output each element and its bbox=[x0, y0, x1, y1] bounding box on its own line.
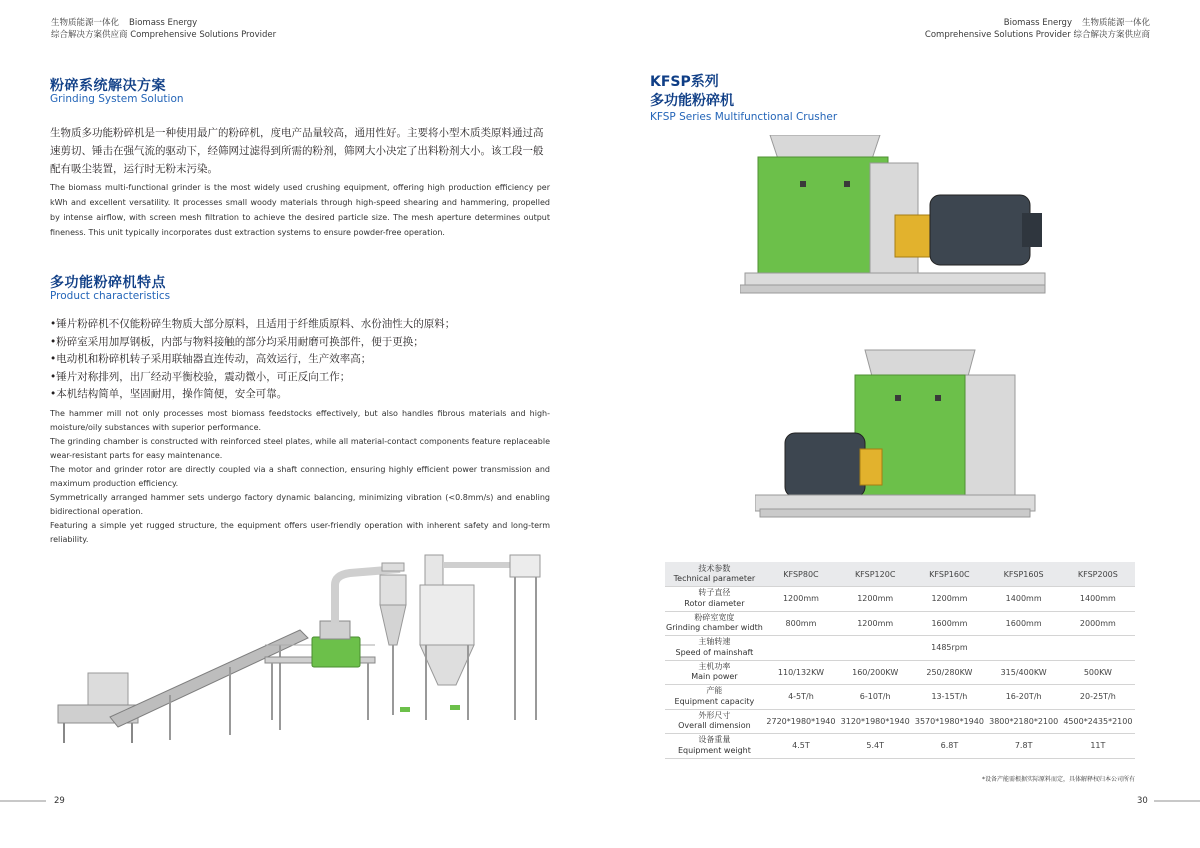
header-right bbox=[925, 17, 1150, 41]
header-right-en2: Comprehensive Solutions Provider bbox=[924, 30, 1071, 40]
header-left bbox=[51, 17, 276, 41]
green-part-icon bbox=[400, 707, 410, 712]
crusher-icon bbox=[312, 621, 360, 667]
footnote: *设备产能需根据实际原料而定，具体解释权归本公司所有 bbox=[981, 776, 1135, 783]
table-row bbox=[665, 636, 1135, 661]
table-cell: 3800*2180*2100 bbox=[987, 709, 1061, 734]
bullet-zh: •本机结构简单，坚固耐用，操作简便，安全可靠。 bbox=[50, 388, 288, 400]
table-cell: 3120*1980*1940 bbox=[838, 709, 912, 734]
table-row bbox=[665, 611, 1135, 636]
product-bullets-en bbox=[50, 407, 550, 547]
dust-collector-icon bbox=[420, 555, 540, 720]
bullet-en: The hammer mill not only processes most biomass feedstocks effectively, but also handles fibrous materials and high-moisture/oily substances with superior performance. bbox=[50, 409, 550, 432]
bullet-en: The grinding chamber is constructed with reinforced steel plates, while all material-contact components feature replaceable wear-resistant parts for easy maintenance. bbox=[50, 437, 550, 460]
page-line-left bbox=[0, 800, 46, 802]
row-label: 产能 Equipment capacity bbox=[665, 685, 764, 710]
crusher-machine-icon bbox=[755, 350, 1035, 517]
table-cell: 1400mm bbox=[987, 587, 1061, 612]
spec-header-row bbox=[665, 562, 1135, 587]
row-label: 外形尺寸 Overall dimension bbox=[665, 709, 764, 734]
table-cell: 315/400KW bbox=[987, 660, 1061, 685]
table-cell: 6-10T/h bbox=[838, 685, 912, 710]
crusher-machine-image-2 bbox=[755, 345, 1045, 535]
grinding-title-en: Grinding System Solution bbox=[50, 93, 184, 105]
table-cell: 2000mm bbox=[1061, 611, 1135, 636]
bullet-en: The motor and grinder rotor are directly coupled via a shaft connection, ensuring highly efficient power transmission and maximum production efficiency. bbox=[50, 465, 550, 488]
header-left-en2: Comprehensive Solutions Provider bbox=[130, 30, 277, 40]
model-cell: KFSP120C bbox=[838, 562, 912, 587]
header-left-zh2: 综合解决方案供应商 bbox=[51, 30, 128, 40]
table-cell: 500KW bbox=[1061, 660, 1135, 685]
model-cell: KFSP160C bbox=[912, 562, 986, 587]
table-cell: 11T bbox=[1061, 734, 1135, 759]
page-number-right: 30 bbox=[1137, 796, 1148, 806]
header-right-en1: Biomass Energy bbox=[1003, 18, 1072, 28]
table-cell: 13-15T/h bbox=[912, 685, 986, 710]
table-cell: 4500*2435*2100 bbox=[1061, 709, 1135, 734]
table-row bbox=[665, 660, 1135, 685]
bullet-en: Featuring a simple yet rugged structure, the equipment offers user-friendly operation with inherent safety and long-term reliability. bbox=[50, 521, 550, 544]
table-cell: 1600mm bbox=[987, 611, 1061, 636]
product-bullets-zh bbox=[50, 316, 550, 404]
page-line-right bbox=[1154, 800, 1200, 802]
table-cell: 3570*1980*1940 bbox=[912, 709, 986, 734]
bullet-zh: •粉碎室采用加厚钢板，内部与物料接触的部分均采用耐磨可换部件，便于更换； bbox=[50, 335, 424, 348]
row-label: 粉碎室宽度 Grinding chamber width bbox=[665, 611, 764, 636]
table-cell: 250/280KW bbox=[912, 660, 986, 685]
product-title-zh: 多功能粉碎机特点 bbox=[50, 275, 166, 291]
row-label: 设备重量 Equipment weight bbox=[665, 734, 764, 759]
model-cell: KFSP200S bbox=[1061, 562, 1135, 587]
bullet-en: Symmetrically arranged hammer sets undergo factory dynamic balancing, minimizing vibration (<0.8mm/s) and enabling bidirectional operation. bbox=[50, 493, 550, 516]
table-cell-merged: 1485rpm bbox=[764, 636, 1135, 661]
grinding-intro-en: The biomass multi-functional grinder is the most widely used crushing equipment, offering high production efficiency per kWh and excellent versatility. It processes small woody materials through high-speed shearing and hammering, propelled by intense airflow, with screen mesh filtration to achieve the desired particle size. The mesh aperture determines output fineness. This unit typically incorporates dust extraction systems to ensure powder-free operation. bbox=[50, 183, 550, 237]
table-cell: 1200mm bbox=[764, 587, 838, 612]
header-left-en1: Biomass Energy bbox=[129, 18, 198, 28]
bullet-zh: •电动机和粉碎机转子采用联轴器直连传动，高效运行，生产效率高； bbox=[50, 353, 372, 365]
table-cell: 1600mm bbox=[912, 611, 986, 636]
table-row bbox=[665, 734, 1135, 759]
row-label: 主机功率 Main power bbox=[665, 660, 764, 685]
page-number-left: 29 bbox=[54, 796, 65, 806]
header-right-zh1: 生物质能源一体化 bbox=[1081, 18, 1150, 28]
table-cell: 1200mm bbox=[838, 611, 912, 636]
kfsp-title-en: KFSP Series Multifunctional Crusher bbox=[650, 111, 838, 123]
table-cell: 1400mm bbox=[1061, 587, 1135, 612]
table-cell: 4-5T/h bbox=[764, 685, 838, 710]
bullet-zh: •锤片粉碎机不仅能粉碎生物质大部分原料，且适用于纤维质原料、水份油性大的原料； bbox=[50, 318, 456, 330]
table-cell: 7.8T bbox=[987, 734, 1061, 759]
model-cell: KFSP160S bbox=[987, 562, 1061, 587]
table-cell: 20-25T/h bbox=[1061, 685, 1135, 710]
conveyor-icon bbox=[110, 630, 308, 740]
model-cell: KFSP80C bbox=[764, 562, 838, 587]
table-cell: 6.8T bbox=[912, 734, 986, 759]
table-cell: 800mm bbox=[764, 611, 838, 636]
table-cell: 4.5T bbox=[764, 734, 838, 759]
header-right-zh2: 综合解决方案供应商 bbox=[1073, 30, 1150, 40]
grinding-title-zh: 粉碎系统解决方案 bbox=[50, 78, 166, 94]
feed-hopper-icon bbox=[58, 673, 138, 743]
kfsp-title-zh1: KFSP系列 bbox=[650, 74, 719, 90]
table-cell: 1200mm bbox=[912, 587, 986, 612]
bullet-zh: •锤片对称排列，出厂经动平衡校验，震动微小，可正反向工作； bbox=[50, 370, 351, 383]
table-cell: 160/200KW bbox=[838, 660, 912, 685]
row-label: 转子直径 Rotor diameter bbox=[665, 587, 764, 612]
table-cell: 16-20T/h bbox=[987, 685, 1061, 710]
table-cell: 2720*1980*1940 bbox=[764, 709, 838, 734]
table-row bbox=[665, 685, 1135, 710]
product-title-en: Product characteristics bbox=[50, 290, 171, 302]
green-part-icon bbox=[450, 705, 460, 710]
table-cell: 110/132KW bbox=[764, 660, 838, 685]
table-row bbox=[665, 709, 1135, 734]
kfsp-title-zh2: 多功能粉碎机 bbox=[650, 93, 734, 109]
header-left-zh1: 生物质能源一体化 bbox=[51, 18, 120, 28]
crusher-machine-image-1 bbox=[740, 135, 1060, 305]
spec-header-label: 技术参数 Technical parameter bbox=[665, 562, 764, 587]
row-label: 主轴转速 Speed of mainshaft bbox=[665, 636, 764, 661]
table-cell: 1200mm bbox=[838, 587, 912, 612]
spec-table bbox=[665, 562, 1135, 759]
grinding-intro-zh: 生物质多功能粉碎机是一种使用最广的粉碎机，度电产品量较高，通用性好。主要将小型木质类原料通过高速剪切、锤击在强气流的驱动下，经筛网过滤得到所需的粉剂，筛网大小决定了出料粉剂大小。该工段一般配有吸尘装置，运行时无粉末污染。 bbox=[50, 127, 544, 175]
table-row bbox=[665, 587, 1135, 612]
production-line-illustration bbox=[50, 545, 570, 750]
crusher-machine-icon bbox=[740, 135, 1045, 293]
table-cell: 5.4T bbox=[838, 734, 912, 759]
